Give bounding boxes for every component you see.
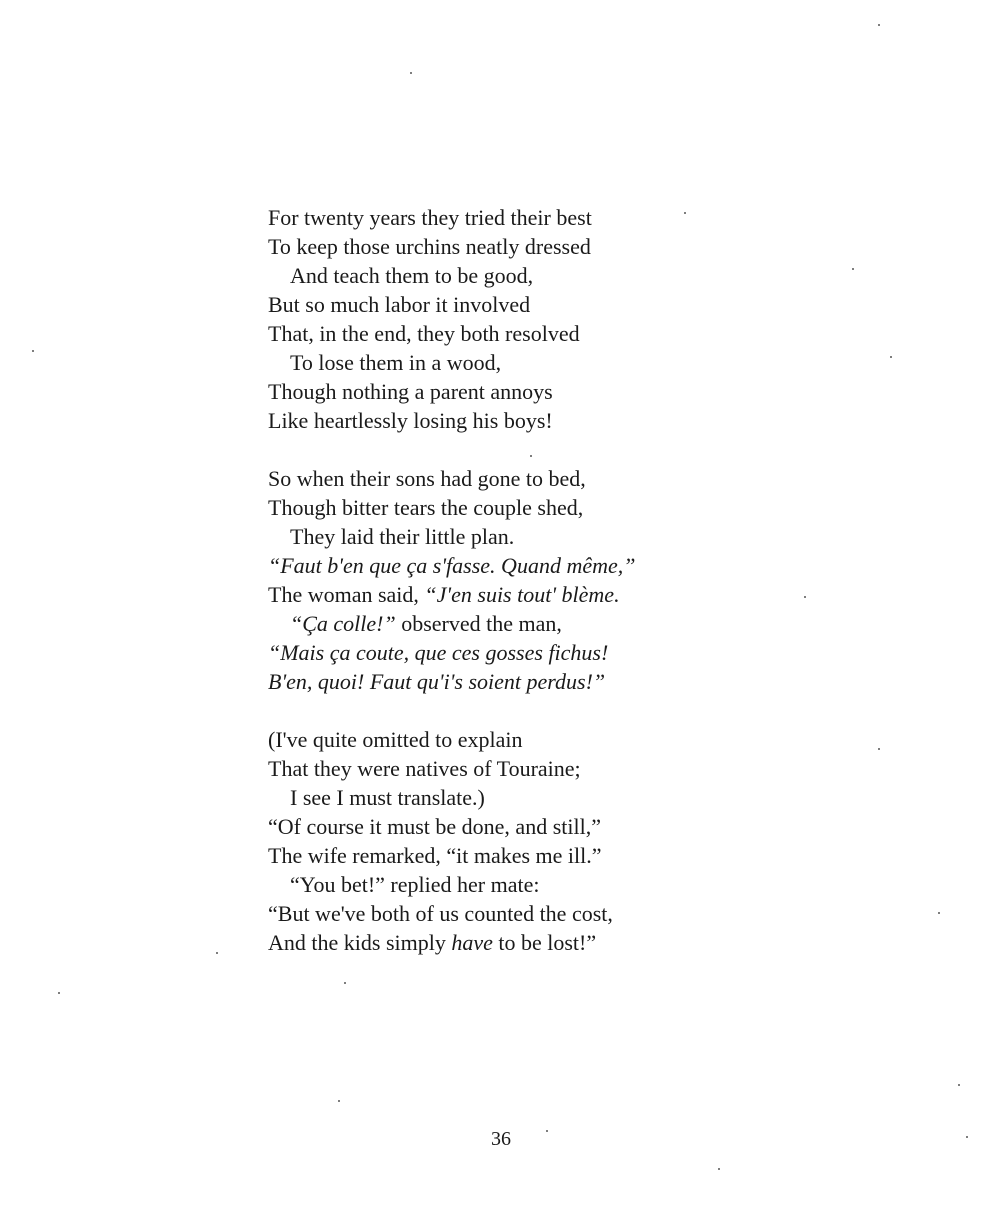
stanza-3: [268, 725, 788, 957]
scan-speck: [32, 350, 34, 352]
scan-speck: [684, 212, 686, 214]
poem-line: For twenty years they tried their best: [268, 205, 592, 230]
page-number: 36: [491, 1128, 511, 1150]
poem-line: “But we've both of us counted the cost,: [268, 901, 613, 926]
poem-line-french-segment: “Ça colle!”: [290, 611, 396, 636]
stanza-1: [268, 203, 788, 435]
scan-speck: [938, 912, 940, 914]
scan-speck: [344, 982, 346, 984]
poem-line: That, in the end, they both resolved: [268, 321, 580, 346]
poem-line-french: “Mais ça coute, que ces gosses fichus!: [268, 640, 609, 665]
stanza-2: [268, 464, 788, 696]
poem-line: [268, 580, 788, 609]
poem-line: That they were natives of Touraine;: [268, 756, 581, 781]
scan-speck: [958, 1084, 960, 1086]
poem-line: So when their sons had gone to bed,: [268, 466, 586, 491]
poem-line: But so much labor it involved: [268, 292, 531, 317]
poem-line-french: “Faut b'en que ça s'fasse. Quand même,”: [268, 553, 636, 578]
poem-line: And teach them to be good,: [290, 263, 534, 288]
scan-speck: [546, 1130, 548, 1132]
scan-speck: [338, 1100, 340, 1102]
scan-speck: [718, 1168, 720, 1170]
scan-speck: [216, 952, 218, 954]
poem-line: (I've quite omitted to explain: [268, 727, 523, 752]
poem-line: [268, 609, 788, 638]
poem-line-segment: observed the man,: [395, 611, 562, 636]
poem-line: Though bitter tears the couple shed,: [268, 495, 584, 520]
scan-speck: [878, 24, 880, 26]
poem-line: The wife remarked, “it makes me ill.”: [268, 843, 602, 868]
poem-line-segment: to be lost!”: [492, 930, 597, 955]
scan-speck: [58, 992, 60, 994]
poem-line-emphasis: have: [451, 930, 493, 955]
poem-line: [268, 928, 788, 957]
poem-line: They laid their little plan.: [290, 524, 515, 549]
poem-line-segment: And the kids simply: [268, 930, 452, 955]
poem: [268, 203, 788, 986]
scan-speck: [890, 356, 892, 358]
poem-line: “Of course it must be done, and still,”: [268, 814, 601, 839]
poem-line-segment: The woman said,: [268, 582, 425, 607]
poem-line: To lose them in a wood,: [290, 350, 502, 375]
poem-line: “You bet!” replied her mate:: [290, 872, 540, 897]
scan-speck: [852, 268, 854, 270]
scan-speck: [878, 748, 880, 750]
poem-line: To keep those urchins neatly dressed: [268, 234, 591, 259]
scan-speck: [804, 596, 806, 598]
scan-speck: [966, 1136, 968, 1138]
poem-line: Though nothing a parent annoys: [268, 379, 553, 404]
poem-line: I see I must translate.): [290, 785, 485, 810]
poem-line-french-segment: “J'en suis tout' blème.: [424, 582, 620, 607]
poem-line-french: B'en, quoi! Faut qu'i's soient perdus!”: [268, 669, 606, 694]
scan-speck: [410, 72, 412, 74]
scan-speck: [530, 455, 532, 457]
poem-line: Like heartlessly losing his boys!: [268, 408, 553, 433]
